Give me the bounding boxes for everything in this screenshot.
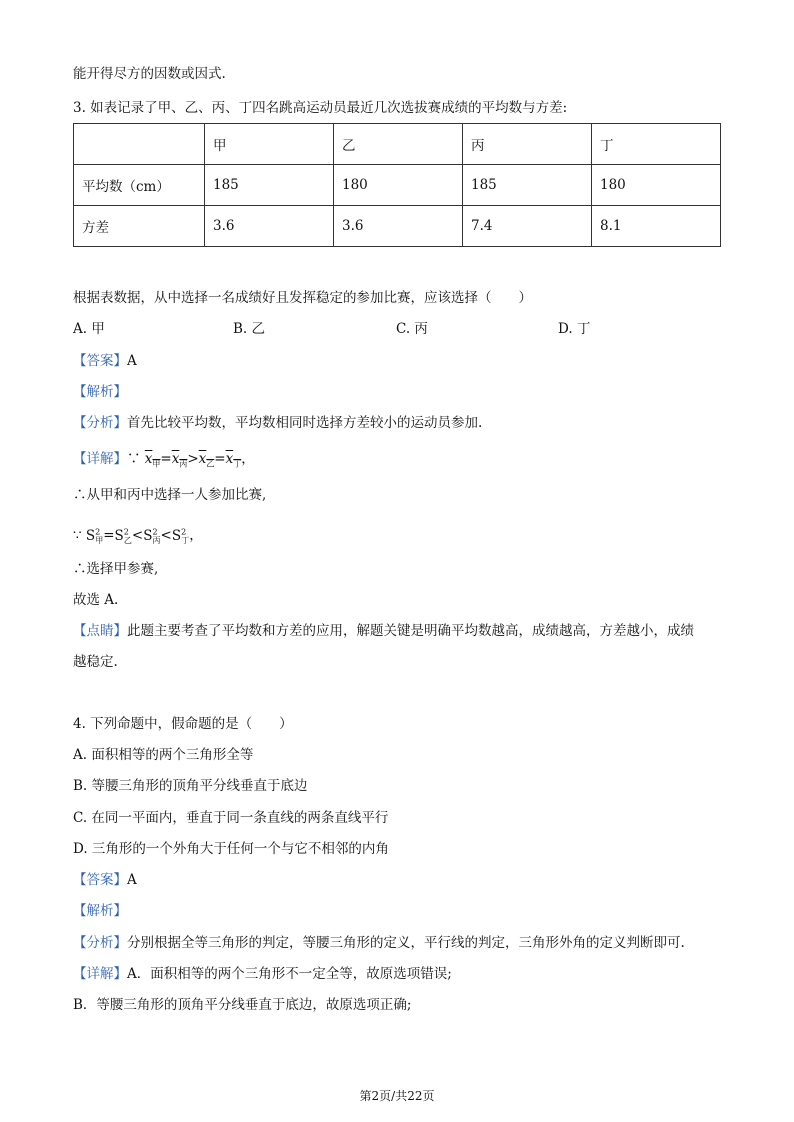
xiangjie-text: A．面积相等的两个三角形不一定全等，故原选项错误; xyxy=(127,966,452,982)
analysis-tag: 【解析】 xyxy=(73,384,127,400)
mean-symbol: $x_丙$ xyxy=(171,451,188,469)
question-3-prompt: 根据表数据，从中选择一名成绩好且发挥稳定的参加比赛，应该选择（ ） xyxy=(73,290,532,306)
q4-option-a: A. 面积相等的两个三角形全等 xyxy=(73,747,254,763)
because-symbol: ∵ xyxy=(127,451,141,467)
score-table xyxy=(73,123,721,247)
question-4-stem: 4. 下列命题中，假命题的是（ ） xyxy=(73,716,293,732)
less-sign: < xyxy=(160,527,172,544)
equals-sign: = xyxy=(103,527,115,544)
because-symbol: ∵ xyxy=(73,527,82,544)
fenxi-line xyxy=(73,933,685,953)
table-header-row xyxy=(74,124,721,165)
mean-symbol: $x_甲$ xyxy=(144,451,161,469)
table-cell: 平均数（cm） xyxy=(74,165,205,206)
table-cell: 7.4 xyxy=(463,206,592,247)
table-cell xyxy=(74,124,205,165)
table-cell: 180 xyxy=(592,165,721,206)
answer-value: A xyxy=(127,872,137,888)
variance-symbol: $S^2_乙$ xyxy=(114,527,132,546)
table-cell: 3.6 xyxy=(205,206,334,247)
xiangjie-line xyxy=(73,964,452,984)
answer-value: A xyxy=(127,353,137,369)
fenxi-text: 首先比较平均数，平均数相同时选择方差较小的运动员参加. xyxy=(127,415,483,431)
xiangjie-tag: 【详解】 xyxy=(73,966,127,982)
step-line: ∴选择甲参赛, xyxy=(73,561,159,577)
mean-symbol: $x_丁$ xyxy=(225,451,242,469)
answer-tag: 【答案】 xyxy=(73,353,127,369)
page-footer: 第2页/共22页 xyxy=(359,1089,435,1103)
option-a: A. 甲 xyxy=(73,321,105,337)
answer-line xyxy=(73,870,137,890)
fenxi-line xyxy=(73,413,482,433)
table-cell: 3.6 xyxy=(334,206,463,247)
table-cell: 丁 xyxy=(592,124,721,165)
q4-option-c: C. 在同一平面内，垂直于同一条直线的两条直线平行 xyxy=(73,810,389,826)
variance-symbol: $S^2_甲$ xyxy=(85,527,104,546)
table-cell: 8.1 xyxy=(592,206,721,247)
step-line: 故选 A. xyxy=(73,592,119,608)
table-cell: 180 xyxy=(334,165,463,206)
table-row xyxy=(74,206,721,247)
option-d: D. 丁 xyxy=(558,321,591,337)
dianjing-continuation: 越稳定. xyxy=(73,654,118,670)
comma: ， xyxy=(189,527,203,544)
table-cell: 185 xyxy=(463,165,592,206)
dianjing-tag: 【点睛】 xyxy=(73,623,127,639)
mean-symbol: $x_乙$ xyxy=(198,451,215,469)
equals-sign: = xyxy=(214,451,226,467)
answer-line xyxy=(73,351,137,371)
table-cell: 甲 xyxy=(205,124,334,165)
table-cell: 乙 xyxy=(334,124,463,165)
equals-sign: = xyxy=(160,451,172,467)
fenxi-text: 分别根据全等三角形的判定，等腰三角形的定义，平行线的判定，三角形外角的定义判断即可. xyxy=(127,935,685,951)
option-c: C. 丙 xyxy=(396,321,428,337)
q4-option-d: D. 三角形的一个外角大于任何一个与它不相邻的内角 xyxy=(73,841,389,857)
greater-sign: > xyxy=(187,451,199,467)
xiangjie-tag: 【详解】 xyxy=(73,451,127,467)
dianjing-text: 此题主要考查了平均数和方差的应用，解题关键是明确平均数越高，成绩越高，方差越小，成绩 xyxy=(127,623,694,639)
option-b: B. 乙 xyxy=(233,321,266,337)
comma: ， xyxy=(241,451,255,467)
variance-symbol: $S^2_丁$ xyxy=(171,527,190,546)
table-cell: 丙 xyxy=(463,124,592,165)
question-3-stem: 3. 如表记录了甲、乙、丙、丁四名跳高运动员最近几次选拔赛成绩的平均数与方差: xyxy=(73,100,568,116)
fenxi-tag: 【分析】 xyxy=(73,415,127,431)
variance-symbol: $S^2_丙$ xyxy=(143,527,161,546)
less-sign: < xyxy=(131,527,144,544)
table-cell: 185 xyxy=(205,165,334,206)
fenxi-tag: 【分析】 xyxy=(73,935,127,951)
q4-option-b: B. 等腰三角形的顶角平分线垂直于底边 xyxy=(73,778,308,794)
text-line: 能开得尽方的因数或因式. xyxy=(73,66,226,82)
dianjing-line xyxy=(73,621,694,641)
table-cell: 方差 xyxy=(74,206,205,247)
variance-formula-line xyxy=(73,522,203,551)
step-line: ∴从甲和丙中选择一人参加比赛, xyxy=(73,487,267,503)
analysis-tag: 【解析】 xyxy=(73,903,127,919)
xiangjie-continuation: B．等腰三角形的顶角平分线垂直于底边，故原选项正确; xyxy=(73,997,412,1013)
table-row xyxy=(74,165,721,206)
xiangjie-formula-line xyxy=(73,449,255,475)
answer-tag: 【答案】 xyxy=(73,872,127,888)
